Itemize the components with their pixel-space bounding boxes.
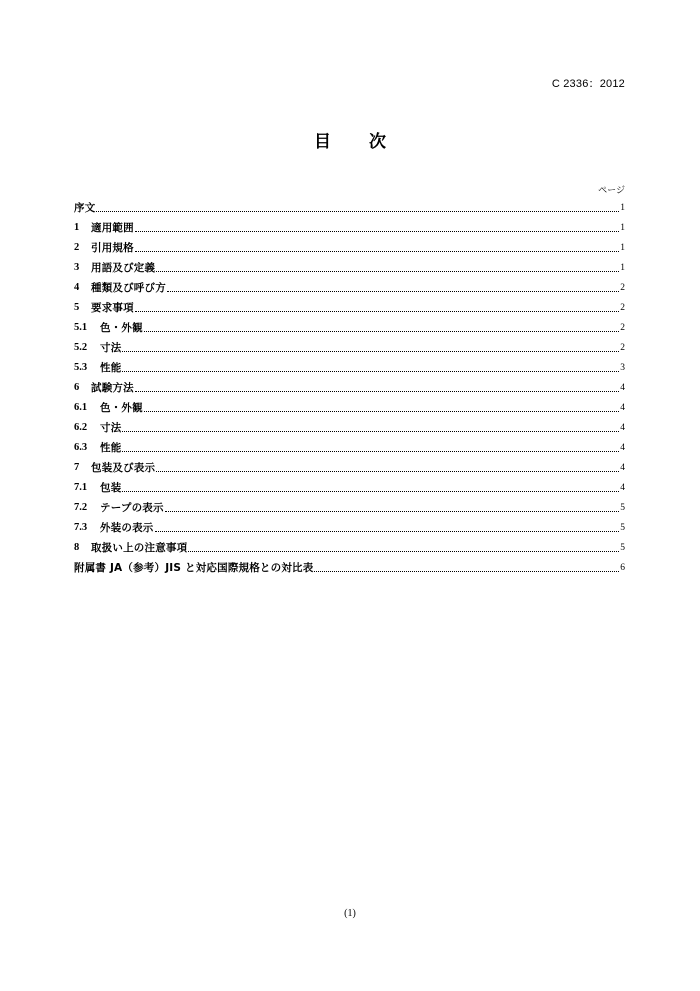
toc-entry-label: 包装 (100, 482, 122, 494)
toc-entry-page: 4 (620, 463, 625, 473)
toc-entry-number: 7 (74, 462, 80, 473)
toc-dot-leader (156, 271, 619, 272)
toc-entry[interactable] (74, 458, 625, 478)
toc-entry[interactable] (74, 238, 625, 258)
toc-entry-page: 4 (620, 443, 625, 453)
toc-entry[interactable] (74, 378, 625, 398)
toc-entry-number: 4 (74, 282, 80, 293)
toc-entry-page: 2 (620, 343, 625, 353)
toc-dot-leader (155, 531, 620, 532)
toc-entry-label: 外装の表示 (100, 522, 154, 534)
toc-dot-leader (167, 291, 619, 292)
toc-entry-label: 適用範囲 (91, 222, 134, 234)
toc-entry[interactable] (74, 278, 625, 298)
toc-entry[interactable] (74, 498, 625, 518)
toc-dot-leader (165, 511, 619, 512)
page-number-footer: (1) (344, 908, 356, 919)
toc-entry[interactable] (74, 338, 625, 358)
toc-entry[interactable] (74, 518, 625, 538)
toc-entry-number: 6 (74, 382, 80, 393)
toc-entry-number: 2 (74, 242, 80, 253)
toc-entry-number: 6.3 (74, 442, 88, 453)
toc-entry-page: 3 (620, 363, 625, 373)
toc-entry-label: 附属書 JA（参考）JIS と対応国際規格との対比表 (74, 562, 314, 574)
toc-entry-page: 1 (620, 263, 625, 273)
toc-entry-label: 性能 (100, 442, 122, 454)
toc-entry-page: 5 (620, 543, 625, 553)
toc-entry[interactable] (74, 398, 625, 418)
toc-entry-page: 5 (620, 523, 625, 533)
toc-entry-label: 取扱い上の注意事項 (91, 542, 188, 554)
toc-dot-leader (188, 551, 619, 552)
toc-entry[interactable] (74, 358, 625, 378)
toc-entry-label: 包装及び表示 (91, 462, 156, 474)
toc-entry-page: 4 (620, 383, 625, 393)
toc-dot-leader (122, 351, 619, 352)
toc-entry-page: 2 (620, 323, 625, 333)
page-column-label: ページ (598, 186, 625, 196)
toc-dot-leader (122, 491, 619, 492)
toc-entry-label: テープの表示 (100, 502, 164, 514)
toc-entry-number: 1 (74, 222, 80, 233)
toc-dot-leader (96, 211, 619, 212)
toc-entry-label: 用語及び定義 (91, 262, 156, 274)
toc-entry-label: 種類及び呼び方 (91, 282, 166, 294)
toc-entry-number: 7.1 (74, 482, 88, 493)
toc-entry[interactable] (74, 478, 625, 498)
toc-entry-page: 5 (620, 503, 625, 513)
toc-entry[interactable] (74, 318, 625, 338)
toc-entry-number: 5.2 (74, 342, 88, 353)
toc-entry-page: 1 (620, 243, 625, 253)
toc-dot-leader (135, 391, 619, 392)
toc-entry[interactable] (74, 298, 625, 318)
toc-entry-label: 寸法 (100, 422, 122, 434)
toc-dot-leader (122, 371, 619, 372)
toc-dot-leader (156, 471, 619, 472)
toc-dot-leader (122, 431, 619, 432)
toc-entry-number: 5 (74, 302, 80, 313)
toc-entry-page: 4 (620, 483, 625, 493)
toc-entry[interactable] (74, 218, 625, 238)
toc-entry-label: 色・外観 (100, 322, 143, 334)
toc-entry-number: 7.3 (74, 522, 88, 533)
toc-entry-page: 1 (620, 203, 625, 213)
toc-entry-page: 4 (620, 423, 625, 433)
toc-entry-number: 3 (74, 262, 80, 273)
toc-dot-leader (135, 231, 619, 232)
toc-entry[interactable] (74, 438, 625, 458)
toc-dot-leader (135, 251, 619, 252)
table-of-contents (74, 198, 625, 578)
toc-entry[interactable] (74, 558, 625, 578)
toc-entry-number: 6.2 (74, 422, 88, 433)
toc-entry-number: 7.2 (74, 502, 88, 513)
toc-entry-label: 寸法 (100, 342, 122, 354)
toc-dot-leader (135, 311, 619, 312)
toc-entry-page: 6 (620, 563, 625, 573)
toc-dot-leader (144, 411, 619, 412)
toc-entry-page: 4 (620, 403, 625, 413)
toc-title: 目 次 (314, 132, 402, 152)
toc-entry-number: 6.1 (74, 402, 88, 413)
toc-entry-number: 5.1 (74, 322, 88, 333)
toc-entry-label: 試験方法 (91, 382, 134, 394)
toc-entry-number: 5.3 (74, 362, 88, 373)
toc-entry-label: 引用規格 (91, 242, 134, 254)
toc-dot-leader (144, 331, 619, 332)
toc-entry[interactable] (74, 538, 625, 558)
document-id: C 2336：2012 (551, 78, 625, 90)
toc-dot-leader (122, 451, 619, 452)
toc-entry[interactable] (74, 418, 625, 438)
toc-entry[interactable] (74, 258, 625, 278)
toc-entry-label: 色・外観 (100, 402, 143, 414)
toc-entry-label: 序文 (74, 202, 96, 214)
toc-entry-page: 1 (620, 223, 625, 233)
toc-entry-page: 2 (620, 283, 625, 293)
toc-entry-label: 性能 (100, 362, 122, 374)
toc-entry-number: 8 (74, 542, 80, 553)
toc-entry-page: 2 (620, 303, 625, 313)
toc-entry-label: 要求事項 (91, 302, 134, 314)
toc-dot-leader (314, 571, 619, 572)
toc-entry[interactable] (74, 198, 625, 218)
